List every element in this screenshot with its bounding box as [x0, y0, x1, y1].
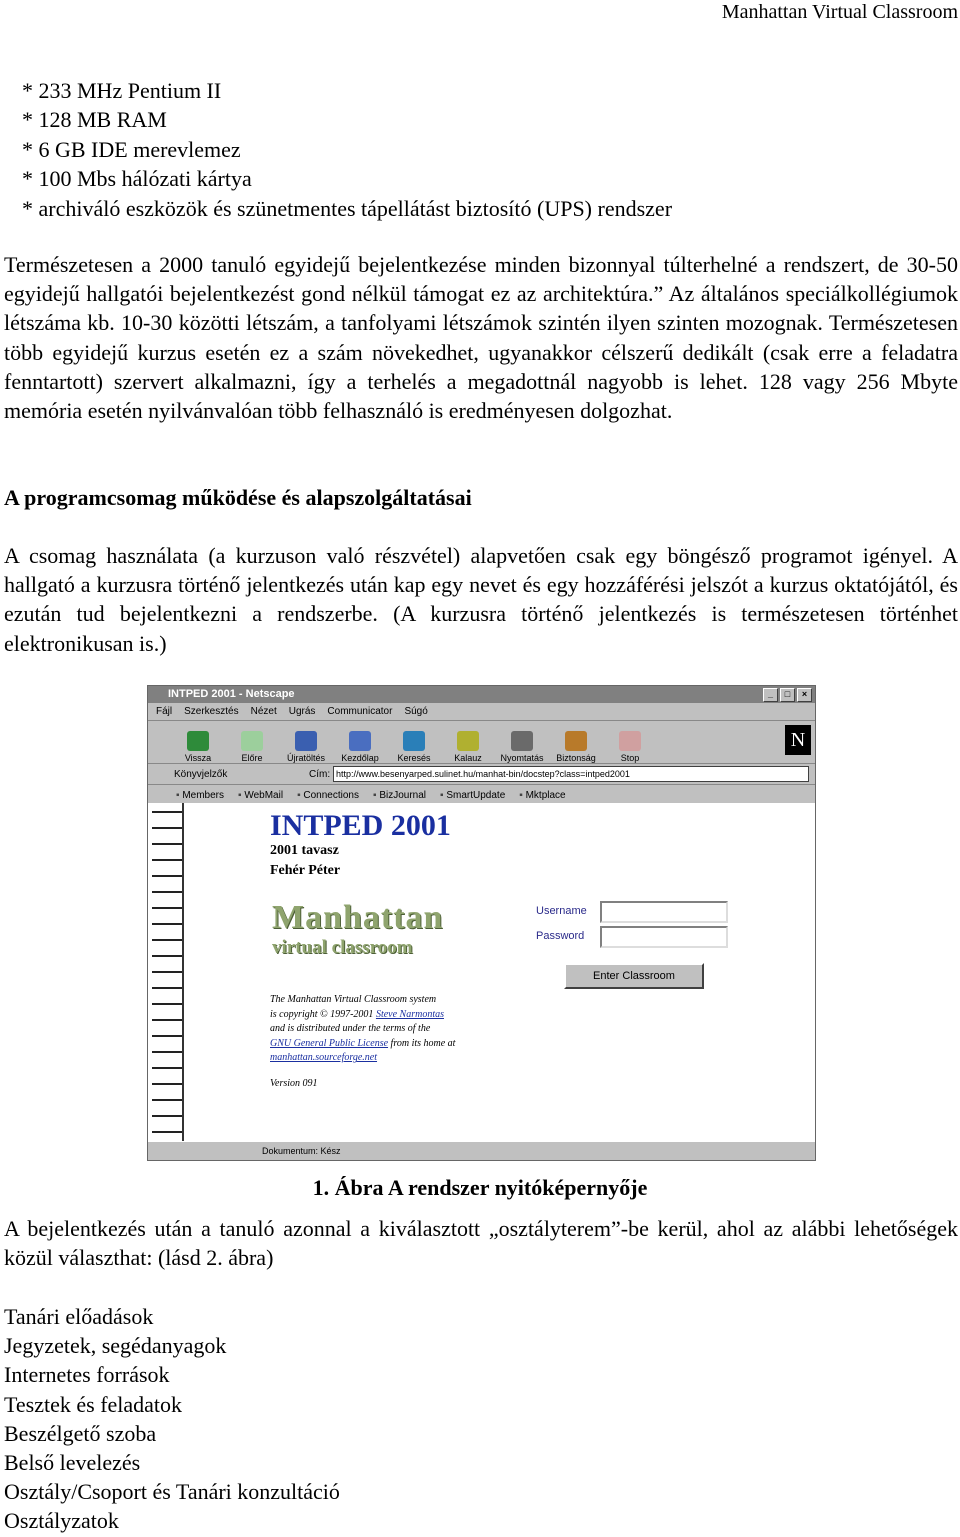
page-header: Manhattan Virtual Classroom: [721, 1, 958, 23]
paragraph-after-login: [4, 1214, 958, 1272]
close-icon[interactable]: ×: [797, 688, 812, 702]
toolbar-button-label: Kalauz: [454, 753, 482, 763]
hardware-list: [22, 76, 672, 223]
toolbar-button-label: Vissza: [184, 753, 212, 763]
feature-list: [4, 1302, 340, 1536]
guide-icon: [457, 731, 479, 751]
notebook-spiral-decoration: [152, 803, 184, 1141]
copyright-line: The Manhattan Virtual Classroom system: [270, 994, 437, 1005]
toolbar-button-label: Újratöltés: [286, 753, 325, 763]
paragraph-load: [4, 250, 958, 425]
course-author: Fehér Péter: [270, 863, 341, 878]
window-title: INTPED 2001 - Netscape: [168, 688, 295, 700]
link-bizjournal[interactable]: ▪ BizJournal: [373, 790, 426, 801]
print-icon: [511, 731, 533, 751]
toolbar-button-reload[interactable]: [282, 731, 330, 763]
password-label: Password: [536, 930, 585, 942]
bookmarks-button[interactable]: Könyvjelzők: [174, 768, 228, 780]
link-members[interactable]: ▪ Members: [176, 790, 224, 801]
paragraph-text: Természetesen a 2000 tanuló egyidejű bejelentkezése minden bizonnyal túlterhelné a rendszert, de 30-50 egyidejű hallgatói bejelentkezést gond nélkül támogat ez az architektúra.” Az általános speciálkollégiumok létszáma kb. 10-30 közötti létszám, a tanfolyami létszámok szintén ilyen szinten mozognak. Természetesen több egyidejű kurzus esetén ez a szám növekedhet, ugyanakkor célszerű dedikált (csak erre a feladatra fenntartott) szervert alkalmazni, így a terhelés a megadottnál nagyobb is lehet. 128 vagy 256 Mbyte memória esetén nyilvánvalóan több felhasználó is eredményesen dolgozhat.: [4, 252, 958, 424]
manhattan-logo-subtitle: virtual classroom: [272, 937, 413, 958]
course-title: INTPED 2001: [270, 809, 451, 842]
copyright-notice: [270, 993, 455, 1066]
netscape-logo: N: [785, 725, 811, 755]
toolbar-button-print[interactable]: [498, 731, 546, 763]
link-connections[interactable]: ▪ Connections: [297, 790, 359, 801]
menu-item-communicator[interactable]: Communicator: [327, 706, 393, 717]
figure-caption: 1. Ábra A rendszer nyitóképernyője: [312, 1175, 648, 1200]
address-label: Cím:: [309, 768, 331, 780]
menu-bar: [148, 703, 815, 721]
toolbar-button-forward[interactable]: [228, 731, 276, 763]
forward-icon: [241, 731, 263, 751]
browser-screenshot-figure: [147, 685, 816, 1161]
toolbar-button-label: Kezdőlap: [341, 753, 379, 763]
list-item: Tanári előadások: [4, 1304, 154, 1329]
list-item: Beszélgető szoba: [4, 1420, 157, 1446]
menu-item-edit[interactable]: Szerkesztés: [184, 706, 239, 717]
menu-item-help[interactable]: Súgó: [404, 706, 428, 717]
list-item: * 100 Mbs hálózati kártya: [22, 166, 252, 192]
search-icon: [403, 731, 425, 751]
url-input[interactable]: http://www.besenyarped.sulinet.hu/manhat-bin/docstep?class=intped2001: [333, 766, 809, 782]
list-item: * 233 MHz Pentium II: [22, 78, 222, 103]
page-content: [148, 803, 815, 1141]
list-item: * 6 GB IDE merevlemez: [22, 136, 241, 162]
reload-icon: [295, 731, 317, 751]
author-link[interactable]: Steve Narmontas: [375, 1008, 444, 1020]
toolbar-button-back[interactable]: [174, 731, 222, 763]
paragraph-text: A csomag használata (a kurzuson való részvétel) alapvetően csak egy böngésző programot igényel. A hallgató a kurzusra történő jelentkezés után kap egy nevet és egy hozzáférési jelszót a kurzus oktatójától, és ezután tud bejelentkezni a rendszerbe. (A kurzusra történő jelentkezés is természetesen történhet elektronikusan is.): [4, 543, 958, 656]
stop-icon: [619, 731, 641, 751]
list-item: Jegyzetek, segédanyagok: [4, 1333, 227, 1359]
paragraph-usage: [4, 541, 958, 658]
license-link[interactable]: GNU General Public License: [270, 1037, 389, 1049]
status-text: Dokumentum: Kész: [262, 1146, 341, 1156]
toolbar-button-security[interactable]: [552, 731, 600, 763]
password-input[interactable]: [600, 926, 728, 948]
toolbar-button-label: Stop: [620, 753, 640, 763]
toolbar-button-label: Keresés: [397, 753, 431, 763]
navigation-toolbar: [148, 721, 815, 764]
list-item: Belső levelezés: [4, 1450, 141, 1476]
toolbar-button-stop[interactable]: [606, 731, 654, 763]
list-item: Osztályzatok: [4, 1508, 119, 1534]
link-mktplace[interactable]: ▪ Mktplace: [519, 790, 565, 801]
toolbar-button-guide[interactable]: [444, 731, 492, 763]
version-label: Version 091: [270, 1078, 318, 1089]
menu-item-go[interactable]: Ugrás: [288, 706, 316, 717]
copyright-line: [270, 1037, 455, 1052]
security-icon: [565, 731, 587, 751]
window-titlebar: [148, 686, 815, 703]
manhattan-logo: Manhattan: [272, 899, 444, 936]
copyright-text: is copyright © 1997-2001: [270, 1008, 376, 1020]
course-semester: 2001 tavasz: [270, 843, 339, 858]
home-link[interactable]: manhattan.sourceforge.net: [270, 1052, 378, 1064]
username-input[interactable]: [600, 901, 728, 923]
toolbar-button-search[interactable]: [390, 731, 438, 763]
menu-item-view[interactable]: Nézet: [250, 706, 277, 717]
home-icon: [349, 731, 371, 751]
toolbar-button-home[interactable]: [336, 731, 384, 763]
list-item: Tesztek és feladatok: [4, 1391, 183, 1417]
copyright-text: from its home at: [388, 1037, 456, 1049]
list-item: * 128 MB RAM: [22, 107, 167, 133]
link-smartupdate[interactable]: ▪ SmartUpdate: [440, 790, 505, 801]
toolbar-button-label: Nyomtatás: [500, 753, 544, 763]
address-bar: [148, 764, 815, 785]
copyright-line: [270, 1008, 455, 1023]
maximize-icon[interactable]: □: [780, 688, 795, 702]
back-icon: [187, 731, 209, 751]
link-webmail[interactable]: ▪ WebMail: [238, 790, 283, 801]
toolbar-button-label: Előre: [241, 753, 263, 763]
section-heading: A programcsomag működése és alapszolgáltatásai: [4, 485, 472, 510]
paragraph-text: A bejelentkezés után a tanuló azonnal a kiválasztott „osztályterem”-be kerül, ahol az alábbi lehetőségek közül választhat: (lásd 2. ábra): [4, 1216, 958, 1271]
enter-classroom-button[interactable]: Enter Classroom: [564, 963, 704, 989]
list-item: Internetes források: [4, 1362, 170, 1388]
copyright-line: and is distributed under the terms of the: [270, 1023, 431, 1035]
menu-item-file[interactable]: Fájl: [156, 706, 173, 717]
status-bar: [148, 1141, 815, 1160]
list-item: Osztály/Csoport és Tanári konzultáció: [4, 1479, 340, 1505]
toolbar-button-label: Biztonság: [556, 753, 596, 763]
list-item: * archiváló eszközök és szünetmentes tápellátást biztosító (UPS) rendszer: [22, 195, 673, 221]
username-label: Username: [536, 905, 587, 917]
minimize-icon[interactable]: _: [763, 688, 778, 702]
